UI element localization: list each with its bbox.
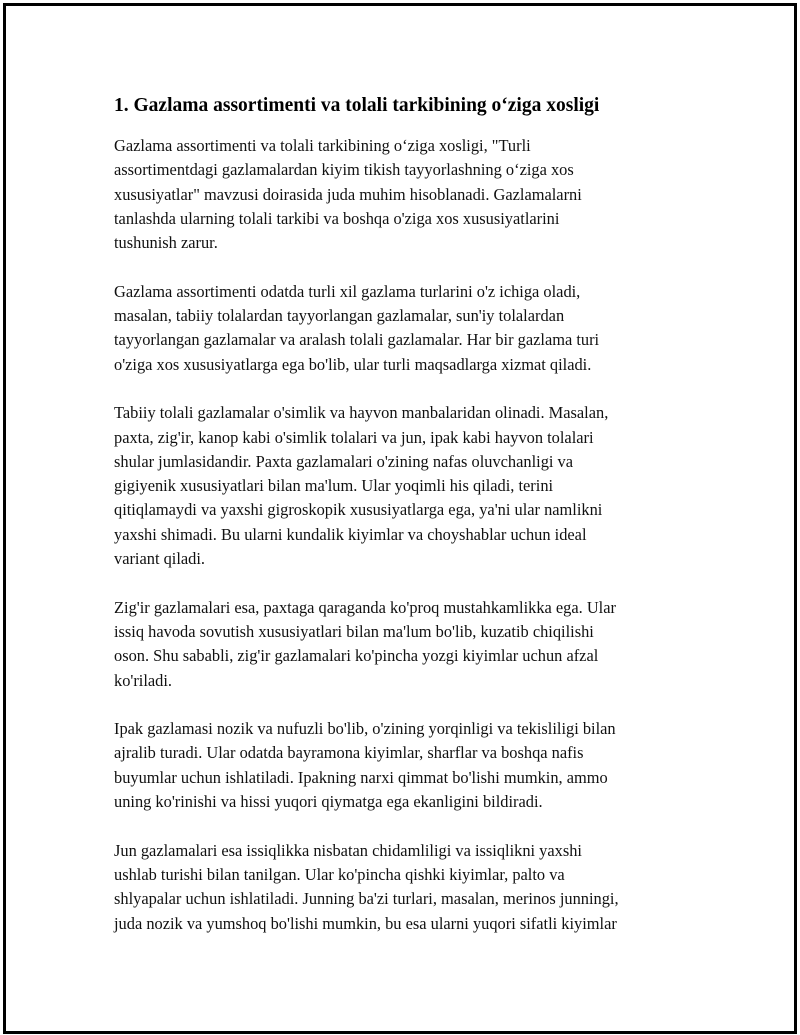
text-line: uning ko'rinishi va hissi yuqori qiymatga ega ekanligini bildiradi. — [114, 792, 543, 812]
paragraph-3 — [114, 401, 694, 571]
text-line: juda nozik va yumshoq bo'lishi mumkin, bu esa ularni yuqori sifatli kiyimlar — [114, 913, 617, 933]
text-line: qitiqlamaydi va yaxshi gigroskopik xususiyatlarga ega, ya'ni ular namlikni — [114, 500, 603, 520]
paragraph-4 — [114, 596, 694, 693]
text-line: ko'riladi. — [114, 670, 173, 690]
text-line: assortimentdagi gazlamalardan kiyim tikish tayyorlashning o‘ziga xos — [114, 160, 574, 180]
text-line: masalan, tabiiy tolalardan tayyorlangan gazlamalar, sun'iy tolalardan — [114, 306, 565, 326]
section-heading: 1. Gazlama assortimenti va tolali tarkibining o‘ziga xosligi — [114, 95, 600, 116]
text-line: issiq havoda sovutish xususiyatlari bilan ma'lum bo'lib, kuzatib chiqilishi — [114, 621, 594, 641]
text-line: Tabiiy tolali gazlamalar o'simlik va hayvon manbalaridan olinadi. Masalan, — [114, 403, 609, 423]
document-body — [114, 93, 694, 960]
text-line: shlyapalar uchun ishlatiladi. Junning ba'zi turlari, masalan, merinos junningi, — [114, 889, 619, 909]
text-line: xususiyatlar" mavzusi doirasida juda muhim hisoblanadi. Gazlamalarni — [114, 184, 582, 204]
text-line: oson. Shu sababli, zig'ir gazlamalari ko'pincha yozgi kiyimlar uchun afzal — [114, 646, 599, 666]
text-line: tanlashda ularning tolali tarkibi va boshqa o'ziga xos xususiyatlarini — [114, 208, 560, 228]
text-line: ushlab turishi bilan tanilgan. Ular ko'pincha qishki kiyimlar, palto va — [114, 864, 565, 884]
text-line: Gazlama assortimenti odatda turli xil gazlama turlarini o'z ichiga oladi, — [114, 281, 581, 301]
paragraph-5 — [114, 717, 694, 814]
text-line: yaxshi shimadi. Bu ularni kundalik kiyimlar va choyshablar uchun ideal — [114, 524, 587, 544]
paragraph-6 — [114, 839, 694, 936]
text-line: Gazlama assortimenti va tolali tarkibining o‘ziga xosligi, "Turli — [114, 136, 531, 155]
text-line: buyumlar uchun ishlatiladi. Ipakning narxi qimmat bo'lishi mumkin, ammo — [114, 767, 608, 787]
text-line: tushunish zarur. — [114, 233, 218, 253]
text-line: Ipak gazlamasi nozik va nufuzli bo'lib, o'zining yorqinligi va tekisliligi bilan — [114, 719, 616, 739]
text-line: variant qiladi. — [114, 549, 206, 569]
text-line: paxta, zig'ir, kanop kabi o'simlik tolalari va jun, ipak kabi hayvon tolalari — [114, 427, 594, 447]
text-line: gigiyenik xususiyatlari bilan ma'lum. Ular yoqimli his qiladi, terini — [114, 476, 554, 496]
text-line: o'ziga xos xususiyatlarga ega bo'lib, ular turli maqsadlarga xizmat qiladi. — [114, 354, 592, 374]
text-line: Zig'ir gazlamalari esa, paxtaga qaraganda ko'proq mustahkamlikka ega. Ular — [114, 597, 616, 617]
paragraph-1 — [114, 134, 694, 255]
paragraph-2 — [114, 280, 694, 377]
text-line: tayyorlangan gazlamalar va aralash tolali gazlamalar. Har bir gazlama turi — [114, 330, 600, 350]
text-line: ajralib turadi. Ular odatda bayramona kiyimlar, sharflar va boshqa nafis — [114, 743, 584, 763]
text-line: Jun gazlamalari esa issiqlikka nisbatan chidamliligi va issiqlikni yaxshi — [114, 840, 582, 860]
text-line: shular jumlasidandir. Paxta gazlamalari o'zining nafas oluvchanligi va — [114, 451, 574, 471]
